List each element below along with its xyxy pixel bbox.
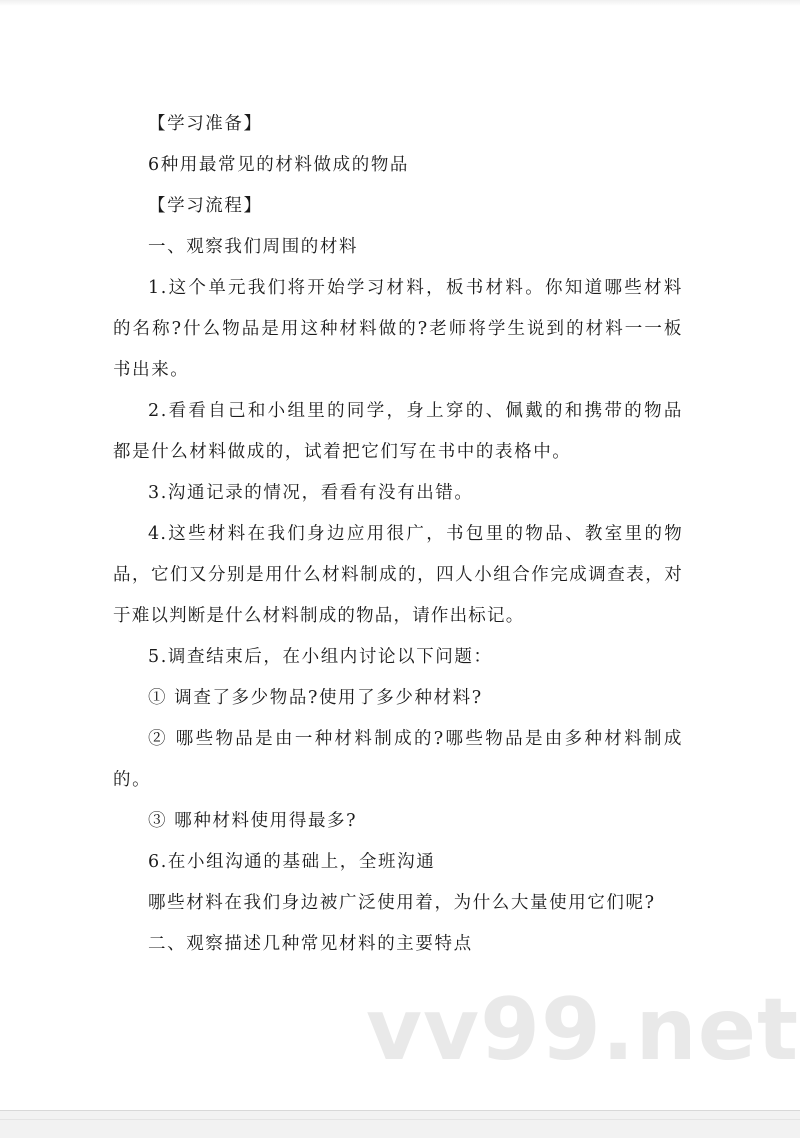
paragraph-class-discussion: 哪些材料在我们身边被广泛使用着，为什么大量使用它们呢? [148,893,656,913]
section-heading-two: 二、观察描述几种常见材料的主要特点 [148,934,473,954]
paragraph-step-1: 1.这个单元我们将开始学习材料，板书材料。你知道哪些材料的名称?什么物品是用这种材料做的?老师将学生说到的材料一一板书出来。 [113,278,683,380]
paragraph-step-4: 4.这些材料在我们身边应用很广，书包里的物品、教室里的物品，它们又分别是用什么材料制成的，四人小组合作完成调查表，对于难以判断是什么材料制成的物品，请作出标记。 [113,524,683,626]
section-heading-one: 一、观察我们周围的材料 [148,237,359,257]
paragraph-step-6: 6.在小组沟通的基础上，全班沟通 [148,852,436,872]
paragraph-step-5: 5.调查结束后，在小组内讨论以下问题： [148,647,493,667]
page-separator-line [0,1119,800,1120]
paragraph-materials-needed: 6种用最常见的材料做成的物品 [148,155,410,175]
watermark-logo: vv99.net [366,980,800,1080]
question-2: ② 哪些物品是由一种材料制成的?哪些物品是由多种材料制成的。 [113,729,683,790]
page-bottom-scroll-area [0,1110,800,1138]
heading-learning-preparation: 【学习准备】 [148,114,263,134]
question-3: ③ 哪种材料使用得最多? [148,811,358,831]
question-1: ① 调查了多少物品?使用了多少种材料? [148,688,483,708]
page-top-edge [0,0,800,6]
document-body [113,104,683,965]
heading-learning-process: 【学习流程】 [148,196,263,216]
paragraph-step-3: 3.沟通记录的情况，看看有没有出错。 [148,483,474,503]
paragraph-step-2: 2.看看自己和小组里的同学，身上穿的、佩戴的和携带的物品都是什么材料做成的，试着把它们写在书中的表格中。 [113,401,683,462]
